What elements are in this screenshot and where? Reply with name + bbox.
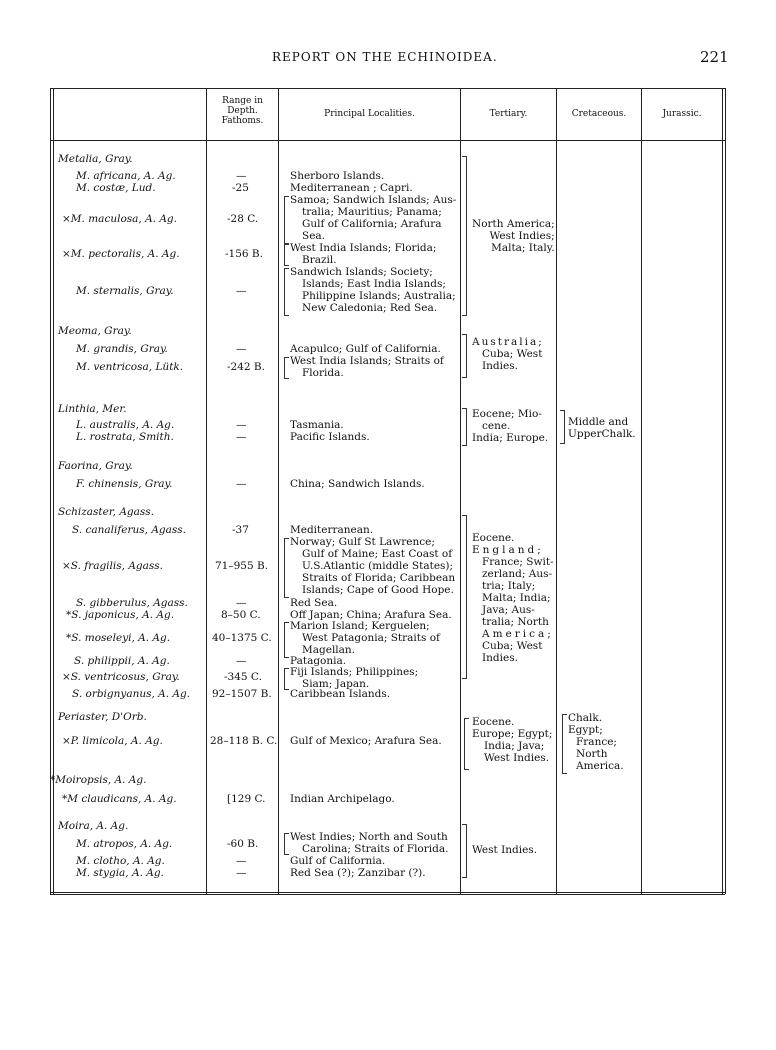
locality: Fiji Islands; Philippines; Siam; Japan.: [290, 666, 419, 690]
species-name: M. clotho, A. Ag.: [76, 855, 165, 867]
depth-value: -345 C.: [224, 671, 262, 683]
species-name: F. chinensis, Gray.: [76, 478, 173, 490]
species-name: S. philippii, A. Ag.: [74, 655, 170, 667]
locality: Red Sea (?); Zanzibar (?).: [290, 867, 426, 879]
genus-name: Metalia, Gray.: [58, 153, 133, 165]
genus-name: Meoma, Gray.: [58, 325, 132, 337]
cretaceous-note: Middle and UpperChalk.: [568, 416, 636, 440]
tertiary-note: Eocene. England; France; Swit- zerland; Aus- tria; Italy; Malta; India; Java; Aus- tralia; North America; Cuba; West Indies.: [472, 532, 554, 664]
species-name: S. gibberulus, Agass.: [76, 597, 188, 609]
depth-value: -37: [232, 524, 249, 536]
locality: Norway; Gulf St Lawrence; Gulf of Maine; East Coast of U.S.Atlantic (middle States); Straits of Florida; Caribbean Islands; Cape of Good Hope.: [290, 536, 456, 596]
depth-value: 8–50 C.: [221, 609, 261, 621]
genus-name: Linthia, Mer.: [58, 403, 127, 415]
depth-value: 28–118 B. C.: [210, 735, 278, 747]
locality: Pacific Islands.: [290, 431, 370, 443]
depth-value: -28 C.: [227, 213, 259, 225]
species-name: M. atropos, A. Ag.: [76, 838, 173, 850]
species-name: L. rostrata, Smith.: [76, 431, 174, 443]
header-tertiary: Tertiary.: [489, 109, 528, 119]
locality: Samoa; Sandwich Islands; Aus- tralia; Mauritius; Panama; Gulf of California; Arafura Sea.: [290, 194, 457, 242]
species-name: M. costæ, Lud.: [76, 182, 156, 194]
species-name: M. sternalis, Gray.: [76, 285, 174, 297]
locality: Sherboro Islands.: [290, 170, 385, 182]
locality: China; Sandwich Islands.: [290, 478, 425, 490]
depth-value: —: [236, 343, 247, 355]
locality: West India Islands; Florida; Brazil.: [290, 242, 437, 266]
header-jurassic: Jurassic.: [662, 109, 702, 119]
genus-name: *Moiropsis, A. Ag.: [50, 774, 147, 786]
species-name: S. orbignyanus, A. Ag.: [72, 688, 191, 700]
depth-value: [129 C.: [227, 793, 266, 805]
species-name: M. stygia, A. Ag.: [76, 867, 164, 879]
species-name: ×M. maculosa, A. Ag.: [62, 213, 177, 225]
tertiary-note: West Indies.: [472, 844, 538, 856]
depth-value: —: [236, 419, 247, 431]
depth-value: 71–955 B.: [215, 560, 269, 572]
depth-value: —: [236, 170, 247, 182]
locality: Gulf of California.: [290, 855, 386, 867]
page-number: 221: [700, 48, 729, 66]
depth-value: —: [236, 431, 247, 443]
species-name: *M claudicans, A. Ag.: [62, 793, 177, 805]
locality: Off Japan; China; Arafura Sea.: [290, 609, 452, 621]
species-name: ×P. limicola, A. Ag.: [62, 735, 163, 747]
locality: West India Islands; Straits of Florida.: [290, 355, 444, 379]
locality: Gulf of Mexico; Arafura Sea.: [290, 735, 442, 747]
locality: Mediterranean.: [290, 524, 374, 536]
locality: Caribbean Islands.: [290, 688, 391, 700]
tertiary-note: Eocene. Europe; Egypt; India; Java; West Indies.: [472, 716, 553, 764]
locality: Sandwich Islands; Society; Islands; East India Islands; Philippine Islands; Australia; New Caledonia; Red Sea.: [290, 266, 456, 314]
species-name: ×S. ventricosus, Gray.: [62, 671, 180, 683]
depth-value: —: [236, 285, 247, 297]
species-name: M. grandis, Gray.: [76, 343, 168, 355]
tertiary-note: Eocene; Mio- cene. India; Europe.: [472, 408, 549, 444]
species-name: M. africana, A. Ag.: [76, 170, 176, 182]
cretaceous-note: Chalk. Egypt; France; North America.: [568, 712, 624, 772]
header-depth: Range in Depth. Fathoms.: [221, 96, 264, 126]
depth-value: —: [236, 597, 247, 609]
depth-value: -60 B.: [227, 838, 259, 850]
depth-value: —: [236, 855, 247, 867]
genus-name: Faorina, Gray.: [58, 460, 133, 472]
locality: West Indies; North and South Carolina; Straits of Florida.: [290, 831, 449, 855]
species-name: ×M. pectoralis, A. Ag.: [62, 248, 180, 260]
genus-name: Schizaster, Agass.: [58, 506, 155, 518]
genus-name: Periaster, D'Orb.: [58, 711, 147, 723]
tertiary-note: Australia; Cuba; West Indies.: [472, 336, 544, 372]
genus-name: Moira, A. Ag.: [58, 820, 129, 832]
running-title: REPORT ON THE ECHINOIDEA.: [272, 50, 498, 64]
species-name: S. canaliferus, Agass.: [72, 524, 186, 536]
species-name: ×S. fragilis, Agass.: [62, 560, 163, 572]
species-name: M. ventricosa, Lütk.: [76, 361, 184, 373]
depth-value: —: [236, 478, 247, 490]
depth-value: 92–1507 B.: [212, 688, 272, 700]
locality: Tasmania.: [290, 419, 344, 431]
species-name: *S. japonicus, A. Ag.: [66, 609, 175, 621]
locality: Patagonia.: [290, 655, 347, 667]
depth-value: -242 B.: [227, 361, 265, 373]
depth-value: -156 B.: [225, 248, 263, 260]
depth-value: -25: [232, 182, 249, 194]
depth-value: —: [236, 867, 247, 879]
locality: Mediterranean ; Capri.: [290, 182, 413, 194]
locality: Acapulco; Gulf of California.: [290, 343, 441, 355]
locality: Red Sea.: [290, 597, 338, 609]
tertiary-note: North America; West Indies; Malta; Italy.: [472, 218, 555, 254]
species-name: *S. moseleyi, A. Ag.: [66, 632, 171, 644]
header-cretaceous: Cretaceous.: [571, 109, 627, 119]
depth-value: 40–1375 C.: [212, 632, 272, 644]
species-name: L. australis, A. Ag.: [76, 419, 175, 431]
depth-value: —: [236, 655, 247, 667]
locality: Indian Archipelago.: [290, 793, 395, 805]
locality: Marion Island; Kerguelen; West Patagonia; Straits of Magellan.: [290, 620, 440, 656]
header-localities: Principal Localities.: [324, 109, 415, 119]
